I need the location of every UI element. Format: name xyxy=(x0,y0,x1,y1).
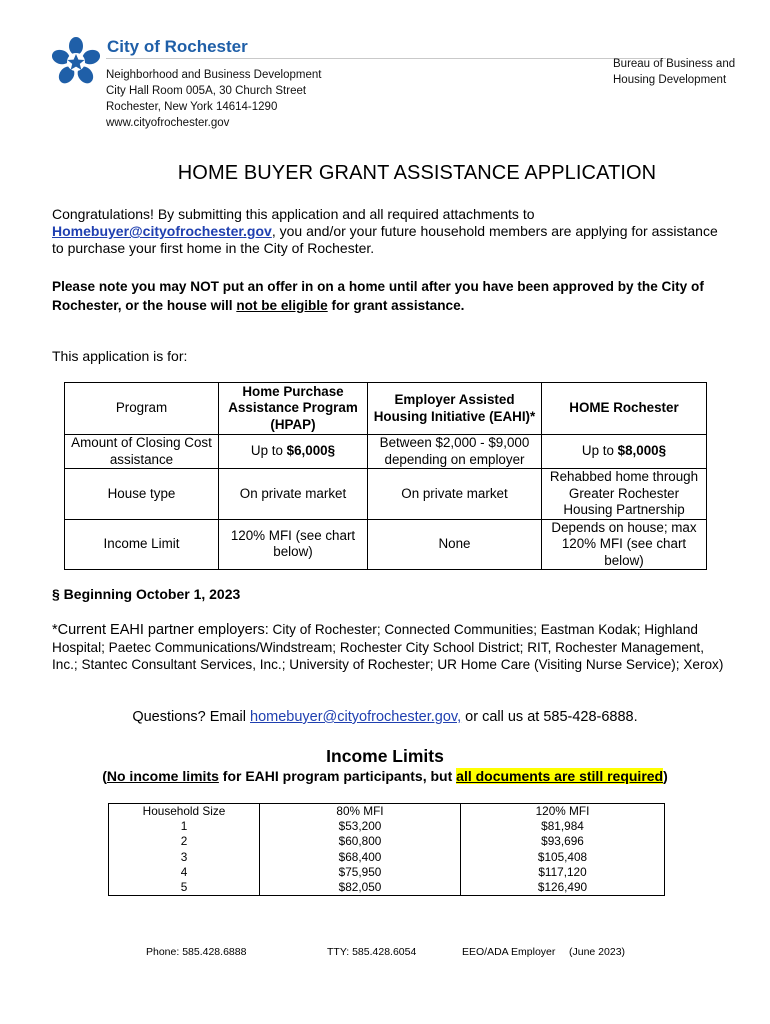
homebuyer-email-link[interactable]: Homebuyer@cityofrochester.gov xyxy=(52,223,272,239)
questions-text: Questions? Email xyxy=(132,709,251,725)
address-line: City Hall Room 005A, 30 Church Street xyxy=(106,85,307,97)
table-cell: None xyxy=(368,519,542,570)
table-cell: 4 xyxy=(109,865,260,880)
table-cell: $60,800 xyxy=(260,834,461,849)
row-label: Amount of Closing Cost assistance xyxy=(65,435,219,469)
warning-text: for grant assistance. xyxy=(327,298,465,313)
header-cell: Household Size xyxy=(109,804,260,820)
website-link[interactable]: www.cityofrochester.gov xyxy=(106,117,230,129)
table-row xyxy=(65,469,707,520)
intro-text: Congratulations! By submitting this application and all required attachments to xyxy=(52,206,535,222)
office-address xyxy=(106,67,321,131)
table-row xyxy=(109,819,665,834)
table-cell: Depends on house; max 120% MFI (see chart below) xyxy=(542,519,707,570)
table-cell: Up to $6,000§ xyxy=(219,435,368,469)
table-row xyxy=(109,880,665,896)
bureau-line: Housing Development xyxy=(613,74,727,86)
table-row xyxy=(109,850,665,865)
footer-phone: Phone: 585.428.6888 xyxy=(146,946,247,958)
income-limits-subtitle: (No income limits for EAHI program participants, but all documents are still required) xyxy=(102,768,668,784)
header-cell: Home Purchase Assistance Program (HPAP) xyxy=(219,383,368,435)
questions-line xyxy=(0,709,770,725)
table-cell: 5 xyxy=(109,880,260,896)
table-row xyxy=(65,519,707,570)
table-cell: On private market xyxy=(219,469,368,520)
header-cell: Program xyxy=(65,383,219,435)
bureau-name xyxy=(613,56,735,88)
org-name: City of Rochester xyxy=(107,37,248,56)
table-cell: 2 xyxy=(109,834,260,849)
footer-date: (June 2023) xyxy=(569,946,626,958)
questions-email-link[interactable]: homebuyer@cityofrochester.gov, xyxy=(250,709,462,725)
header-cell: Employer Assisted Housing Initiative (EAHI)* xyxy=(368,383,542,435)
highlighted-requirement: all documents are still required xyxy=(456,768,664,784)
intro-text: , you and/or your future household members are applying for assistance to purchase your first home in the City of Rochester. xyxy=(52,223,718,256)
income-limits-title: Income Limits xyxy=(326,746,444,766)
table-cell: 1 xyxy=(109,819,260,834)
rochester-flower-logo-icon xyxy=(50,36,102,88)
table-cell: $68,400 xyxy=(260,850,461,865)
address-line: Rochester, New York 14614-1290 xyxy=(106,101,278,113)
table-cell: Rehabbed home through Greater Rochester Housing Partnership xyxy=(542,469,707,520)
intro-paragraph xyxy=(52,206,732,257)
table-cell: Between $2,000 - $9,000 depending on employer xyxy=(368,435,542,469)
table-cell: $105,408 xyxy=(461,850,665,865)
programs-table xyxy=(64,382,707,570)
table-row xyxy=(109,865,665,880)
header-cell: HOME Rochester xyxy=(542,383,707,435)
no-income-limits-text: No income limits xyxy=(106,768,219,784)
questions-text: or call us at 585-428-6888. xyxy=(461,709,638,725)
effective-date-note: § Beginning October 1, 2023 xyxy=(52,586,241,602)
table-cell: $126,490 xyxy=(461,880,665,896)
income-limits-table xyxy=(108,803,665,896)
table-cell: $117,120 xyxy=(461,865,665,880)
eahi-partners xyxy=(52,621,732,673)
table-cell: $93,696 xyxy=(461,834,665,849)
header-divider xyxy=(106,58,666,59)
header-cell: 120% MFI xyxy=(461,804,665,820)
warning-underlined: not be eligible xyxy=(236,298,328,313)
row-label: Income Limit xyxy=(65,519,219,570)
footer-tty: TTY: 585.428.6054 xyxy=(327,946,417,958)
table-cell: 120% MFI (see chart below) xyxy=(219,519,368,570)
header-cell: 80% MFI xyxy=(260,804,461,820)
table-cell: $75,950 xyxy=(260,865,461,880)
table-header-row xyxy=(109,804,665,820)
footer-eeo: EEO/ADA Employer xyxy=(462,946,556,958)
offer-warning xyxy=(52,277,732,315)
bureau-line: Bureau of Business and xyxy=(613,58,736,70)
table-header-row xyxy=(65,383,707,435)
table-cell: On private market xyxy=(368,469,542,520)
table-cell: $82,050 xyxy=(260,880,461,896)
partners-list: City of Rochester; Connected Communities; Eastman Kodak; Highland Hospital; Paetec Communications/Windstream; Rochester City School District; RIT, Rochester Management, Inc.; Stantec Consultant Services, Inc.; University of Rochester; UR Home Care (Visiting Nurse Service); Xerox) xyxy=(52,622,724,672)
table-cell: 3 xyxy=(109,850,260,865)
table-row xyxy=(109,834,665,849)
partners-lead: *Current EAHI partner employers: xyxy=(52,622,269,638)
address-line: Neighborhood and Business Development xyxy=(106,69,322,81)
table-row xyxy=(65,435,707,469)
application-for-label: This application is for: xyxy=(52,348,188,364)
row-label: House type xyxy=(65,469,219,520)
table-cell: Up to $8,000§ xyxy=(542,435,707,469)
table-cell: $53,200 xyxy=(260,819,461,834)
warning-text: Please note you may NOT put an offer in on a home until after you have been approved by the City of Rochester, or the house will xyxy=(52,279,704,313)
page-title: HOME BUYER GRANT ASSISTANCE APPLICATION xyxy=(177,162,657,184)
table-cell: $81,984 xyxy=(461,819,665,834)
